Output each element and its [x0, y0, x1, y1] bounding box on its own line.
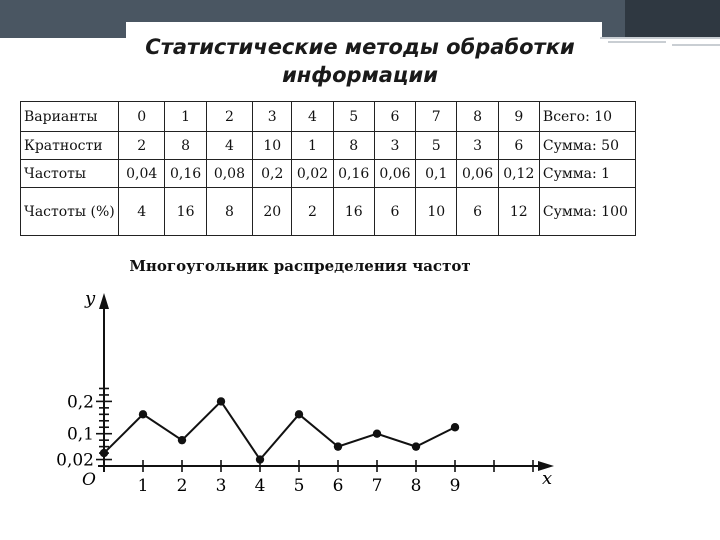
table-cell: 7	[416, 102, 457, 132]
table-cell: 6	[374, 188, 415, 236]
table-cell: 0,2	[253, 160, 292, 188]
slide-title-line1: Статистические методы обработки	[145, 35, 575, 59]
table-row	[21, 188, 636, 236]
data-point	[451, 423, 459, 431]
table-row	[21, 132, 636, 160]
table-cell: 8	[457, 102, 498, 132]
header-rule	[600, 37, 720, 39]
row-total: Сумма: 1	[539, 160, 635, 188]
table-cell: 0,02	[292, 160, 333, 188]
table-cell: 6	[498, 132, 539, 160]
table-row	[21, 160, 636, 188]
table-cell: 0,06	[457, 160, 498, 188]
frequency-line	[104, 401, 455, 459]
chart-title: Многоугольник распределения частот	[129, 257, 471, 275]
y-axis-arrow	[99, 293, 109, 309]
table-cell: 0,12	[498, 160, 539, 188]
table-cell: 4	[292, 102, 333, 132]
table-cell: 0,16	[333, 160, 374, 188]
x-tick-label: 4	[254, 476, 266, 496]
row-header: Кратности	[21, 132, 119, 160]
y-tick-label: 0,02	[56, 450, 94, 471]
table-cell: 0,16	[165, 160, 206, 188]
data-point	[178, 436, 186, 444]
table-cell: 16	[333, 188, 374, 236]
table-cell: 0	[119, 102, 165, 132]
row-total: Сумма: 50	[539, 132, 635, 160]
y-tick-label: 0,2	[66, 392, 94, 413]
x-tick-label: 8	[410, 476, 422, 496]
table-cell: 8	[333, 132, 374, 160]
slide-title	[120, 33, 600, 89]
data-point	[334, 442, 342, 450]
x-tick-label: 7	[371, 476, 383, 496]
table-cell: 0,1	[416, 160, 457, 188]
table-cell: 6	[374, 102, 415, 132]
frequency-table	[20, 101, 636, 236]
x-tick-label: 2	[176, 476, 188, 496]
header-rule	[672, 44, 720, 46]
row-total: Всего: 10	[539, 102, 635, 132]
table-cell: 2	[292, 188, 333, 236]
data-point	[412, 442, 420, 450]
table-cell: 2	[119, 132, 165, 160]
table-cell: 4	[119, 188, 165, 236]
x-axis-label: x	[542, 468, 553, 489]
table-cell: 1	[292, 132, 333, 160]
table-cell: 9	[498, 102, 539, 132]
data-point	[217, 397, 225, 405]
table-cell: 10	[253, 132, 292, 160]
table-cell: 8	[206, 188, 252, 236]
data-point	[100, 449, 108, 457]
table-cell: 3	[374, 132, 415, 160]
row-header: Частоты (%)	[21, 188, 119, 236]
table-cell: 6	[457, 188, 498, 236]
table-row	[21, 102, 636, 132]
table-cell: 1	[165, 102, 206, 132]
table-cell: 3	[253, 102, 292, 132]
x-tick-label: 1	[137, 476, 149, 496]
data-point	[256, 455, 264, 463]
row-header: Варианты	[21, 102, 119, 132]
frequency-polygon-chart	[0, 285, 720, 515]
slide-title-line2: информации	[282, 63, 438, 87]
table-cell: 4	[206, 132, 252, 160]
x-tick-label: 6	[332, 476, 344, 496]
table-cell: 2	[206, 102, 252, 132]
y-tick-label: 0,1	[66, 424, 94, 445]
data-point	[139, 410, 147, 418]
slide-header-accent	[625, 0, 720, 38]
table-cell: 20	[253, 188, 292, 236]
x-tick-label: 3	[215, 476, 227, 496]
data-point	[295, 410, 303, 418]
table-cell: 5	[416, 132, 457, 160]
row-header: Частоты	[21, 160, 119, 188]
table-cell: 8	[165, 132, 206, 160]
table-cell: 3	[457, 132, 498, 160]
table-cell: 0,06	[374, 160, 415, 188]
table-cell: 5	[333, 102, 374, 132]
y-axis-label: y	[85, 288, 96, 309]
table-cell: 0,04	[119, 160, 165, 188]
x-tick-label: 9	[449, 476, 461, 496]
data-point	[373, 430, 381, 438]
table-cell: 10	[416, 188, 457, 236]
x-tick-label: 5	[293, 476, 305, 496]
origin-label: O	[82, 470, 96, 490]
header-rule	[608, 41, 666, 43]
table-cell: 12	[498, 188, 539, 236]
row-total: Сумма: 100	[539, 188, 635, 236]
table-cell: 0,08	[206, 160, 252, 188]
table-cell: 16	[165, 188, 206, 236]
